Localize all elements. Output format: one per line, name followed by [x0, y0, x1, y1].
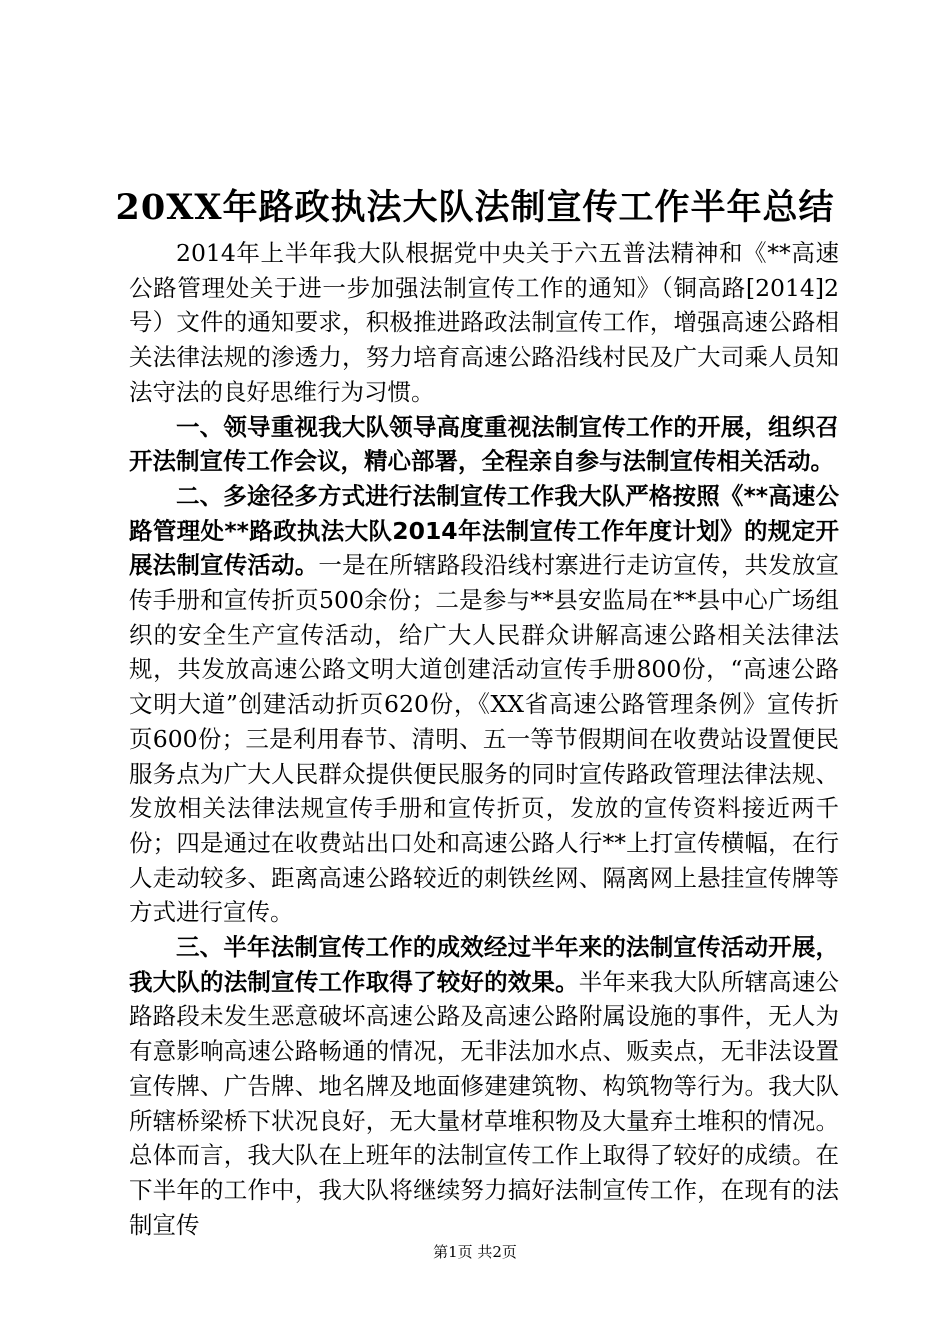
paragraph-intro — [129, 236, 839, 410]
page-footer: 第1页 共2页 — [433, 1243, 517, 1261]
paragraph-text: 2014年上半年我大队根据党中央关于六五普法精神和《**高速公路管理处关于进一步加强法制宣传工作的通知》（铜高路[2014]2号）文件的通知要求，积极推进路政法制宣传工作，增强高速公路相关法律法规的渗透力，努力培育高速公路沿线村民及广大司乘人员知法守法的良好思维行为习惯。 — [129, 239, 839, 406]
paragraph-section-2 — [129, 479, 839, 930]
paragraph-heading: 三、半年法制宣传工作的成效经过半年来的法制宣传活动开展，我大队的法制宣传工作取得了较好的效果。 — [129, 933, 839, 996]
document-body — [129, 236, 839, 1242]
paragraph-text: 半年来我大队所辖高速公路路段未发生恶意破坏高速公路及高速公路附属设施的事件，无人为有意影响高速公路畅通的情况，无非法加水点、贩卖点，无非法设置宣传牌、广告牌、地名牌及地面修建建筑物、构筑物等行为。我大队所辖桥梁桥下状况良好，无大量材草堆积物及大量弃土堆积的情况。总体而言，我大队在上班年的法制宣传工作上取得了较好的成绩。在下半年的工作中，我大队将继续努力搞好法制宣传工作，在现有的法制宣传 — [129, 967, 840, 1239]
document-title: 20XX年路政执法大队法制宣传工作半年总结 — [115, 187, 835, 228]
paragraph-heading: 二、多途径多方式进行法制宣传工作我大队严格按照《**高速公路管理处**路政执法大队2014年法制宣传工作年度计划》的规定开展法制宣传活动。 — [129, 481, 839, 580]
paragraph-section-1 — [129, 410, 839, 479]
paragraph-text: 一是在所辖路段沿线村寨进行走访宣传，共发放宣传手册和宣传折页500余份；二是参与**县安监局在**县中心广场组织的安全生产宣传活动，给广大人民群众讲解高速公路相关法律法规，共发放高速公路文明大道创建活动宣传手册800份，“高速公路文明大道”创建活动折页620份，《XX省高速公路管理条例》宣传折页600份；三是利用春节、清明、五一等节假期间在收费站设置便民服务点为广大人民群众提供便民服务的同时宣传路政管理法律法规、发放相关法律法规宣传手册和宣传折页，发放的宣传资料接近两千份；四是通过在收费站出口处和高速公路人行**上打宣传横幅，在行人走动较多、距离高速公路较近的刺铁丝网、隔离网上悬挂宣传牌等方式进行宣传。 — [129, 551, 840, 927]
paragraph-heading: 一、领导重视我大队领导高度重视法制宣传工作的开展，组织召开法制宣传工作会议，精心部署，全程亲自参与法制宣传相关活动。 — [129, 412, 839, 476]
paragraph-section-3 — [129, 930, 839, 1242]
